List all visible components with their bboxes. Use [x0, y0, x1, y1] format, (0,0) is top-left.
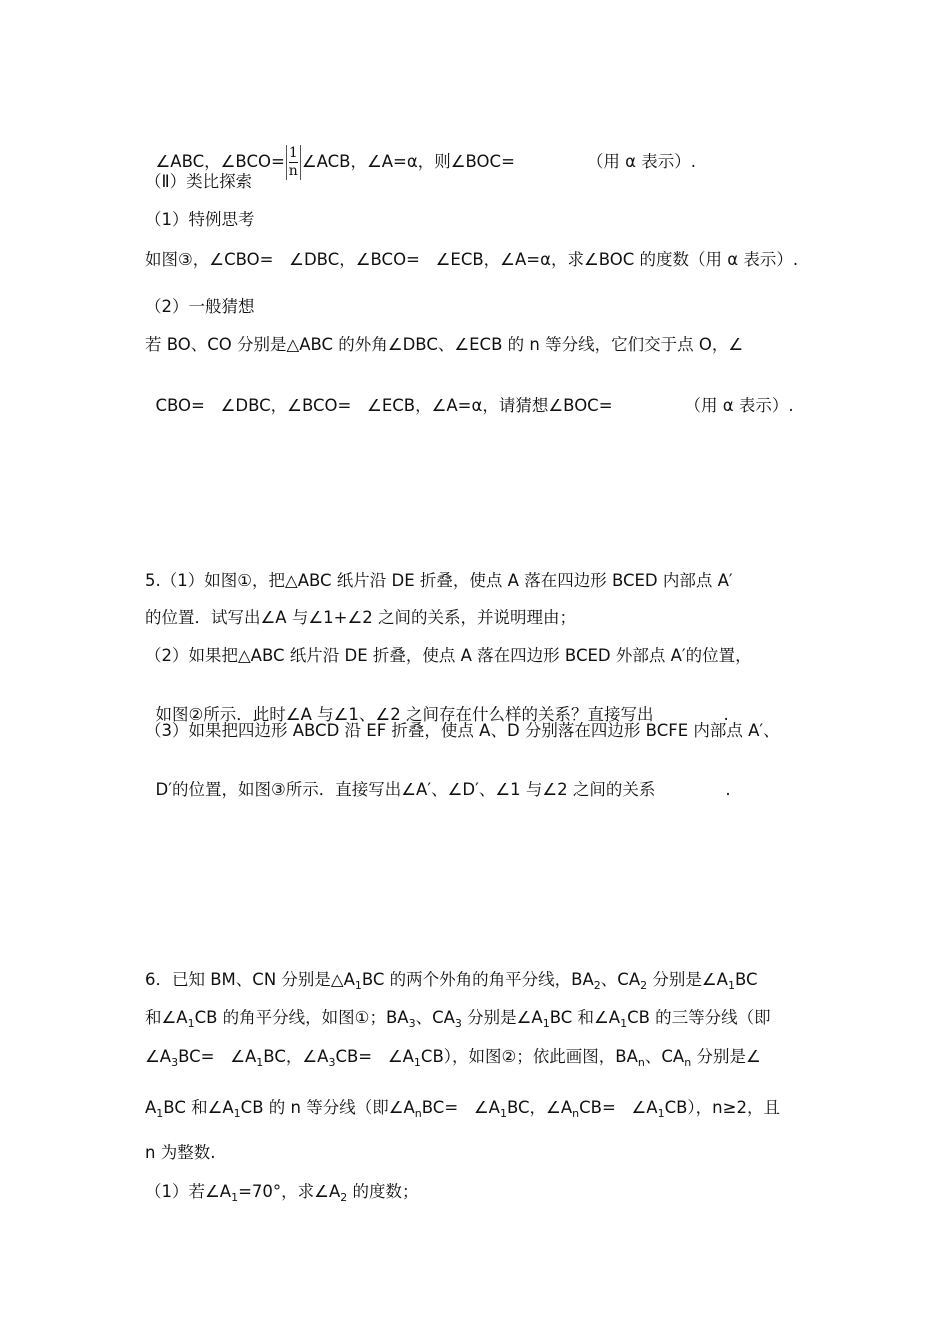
q6-text: 的度数；: [347, 1182, 419, 1201]
q6-text: CB），n≥2，且: [664, 1098, 780, 1117]
subscript: 1: [156, 1107, 164, 1120]
q4-line-1-b: ∠ACB，∠A=α，则∠BOC=: [301, 152, 515, 171]
q4-conjecture-line-2: [145, 373, 794, 417]
fraction-denominator: n: [288, 163, 298, 179]
q5-line-6-b: .: [725, 780, 731, 799]
q5-line-1: 5.（1）如图①，把△ABC 纸片沿 DE 折叠，使点 A 落在四边形 BCED 内部点 A′: [145, 571, 733, 590]
q6-text: 、CA: [600, 970, 641, 989]
q6-line-1: [145, 969, 758, 991]
subscript: 3: [171, 1056, 179, 1069]
q4-line-1-a: ∠ABC，∠BCO=: [155, 152, 285, 171]
q6-text: BC 和∠A: [549, 1008, 621, 1027]
subscript: 3: [408, 1017, 416, 1030]
q6-text: （1）若∠A: [145, 1182, 232, 1201]
subscript: n: [414, 1107, 422, 1120]
q5-line-4-a: 如图②所示．此时∠A 与∠1、∠2 之间存在什么样的关系？直接写出: [155, 705, 654, 724]
subscript: 2: [340, 1191, 348, 1204]
q6-text: CB 的角平分线，如图①；BA: [194, 1008, 409, 1027]
q6-text: CB），如图②；依此画图，BA: [420, 1047, 638, 1066]
subscript: 1: [187, 1017, 195, 1030]
q6-text: BC: [734, 970, 758, 989]
subscript: 1: [499, 1107, 507, 1120]
q6-text: BC 的两个外角的角平分线，BA: [361, 970, 594, 989]
q4-conjecture-line-2-a: CBO= ∠DBC，∠BCO= ∠ECB，∠A=α，请猜想∠BOC=: [155, 396, 613, 415]
subscript: 2: [593, 979, 601, 992]
q6-text: CB 的 n 等分线（即∠A: [240, 1098, 415, 1117]
q6-line-2: [145, 1007, 771, 1029]
q6-line-5: n 为整数.: [145, 1143, 216, 1162]
subscript: 1: [620, 1017, 628, 1030]
q4-conjecture-line-2-b: （用 α 表示）.: [684, 396, 794, 415]
q4-conjecture-line-1: 若 BO、CO 分别是△ABC 的外角∠DBC、∠ECB 的 n 等分线，它们交于点 O，∠: [145, 335, 744, 354]
q5-line-4-b: .: [723, 705, 729, 724]
subscript: 1: [727, 979, 735, 992]
q6-text: BC，∠A: [263, 1047, 329, 1066]
q6-text: BC 和∠A: [163, 1098, 234, 1117]
q6-text: CB 的三等分线（即: [627, 1008, 771, 1027]
q5-line-6: [145, 757, 731, 801]
q4-subsection-1-heading: （1）特例思考: [145, 210, 255, 229]
fraction-numerator: 1: [288, 145, 298, 161]
subscript: 1: [657, 1107, 665, 1120]
q6-text: 、CA: [644, 1047, 685, 1066]
subscript: 1: [542, 1017, 550, 1030]
subscript: 1: [256, 1056, 264, 1069]
q6-line-4: [145, 1097, 780, 1119]
q6-text: CB= ∠A: [335, 1047, 414, 1066]
q6-part-1: [145, 1181, 418, 1203]
subscript: n: [637, 1056, 645, 1069]
q6-text: 和∠A: [145, 1008, 188, 1027]
q6-text: =70°，求∠A: [238, 1182, 341, 1201]
q6-text: ∠A: [145, 1047, 172, 1066]
q6-text: 、CA: [415, 1008, 455, 1027]
subscript: n: [684, 1056, 692, 1069]
subscript: 2: [640, 979, 648, 992]
q5-line-6-a: D′的位置，如图③所示．直接写出∠A′、∠D′、∠1 与∠2 之间的关系: [155, 780, 656, 799]
q6-text: 6．已知 BM、CN 分别是△A: [145, 970, 355, 989]
subscript: n: [572, 1107, 580, 1120]
q4-special-case-text: 如图③，∠CBO= ∠DBC，∠BCO= ∠ECB，∠A=α，求∠BOC 的度数（用 α 表示）.: [145, 250, 799, 269]
q4-line-1-c: （用 α 表示）.: [586, 152, 697, 171]
subscript: 1: [413, 1056, 421, 1069]
q6-text: BC，∠A: [506, 1098, 573, 1117]
q5-line-3: （2）如果把△ABC 纸片沿 DE 折叠，使点 A 落在四边形 BCED 外部点 A′的位置，: [145, 646, 752, 665]
subscript: 3: [454, 1017, 462, 1030]
q6-text: 分别是∠A: [461, 1008, 543, 1027]
q6-text: CB= ∠A: [579, 1098, 658, 1117]
q6-text: 分别是∠: [691, 1047, 761, 1066]
subscript: 3: [328, 1056, 336, 1069]
fraction-1-over-n: [286, 145, 301, 180]
subscript: 1: [233, 1107, 241, 1120]
q6-text: A: [145, 1098, 157, 1117]
q4-section-2-heading: （Ⅱ）类比探索: [145, 172, 253, 191]
subscript: 1: [231, 1191, 239, 1204]
q5-line-2: 的位置．试写出∠A 与∠1+∠2 之间的关系，并说明理由；: [145, 608, 576, 627]
q6-line-3: [145, 1046, 761, 1068]
q6-text: 分别是∠A: [647, 970, 728, 989]
q5-line-5: （3）如果把四边形 ABCD 沿 EF 折叠，使点 A、D 分别落在四边形 BCFE 内部点 A′、: [145, 721, 780, 740]
q6-text: BC= ∠A: [178, 1047, 257, 1066]
q4-subsection-2-heading: （2）一般猜想: [145, 297, 255, 316]
subscript: 1: [354, 979, 362, 992]
q6-text: BC= ∠A: [421, 1098, 500, 1117]
